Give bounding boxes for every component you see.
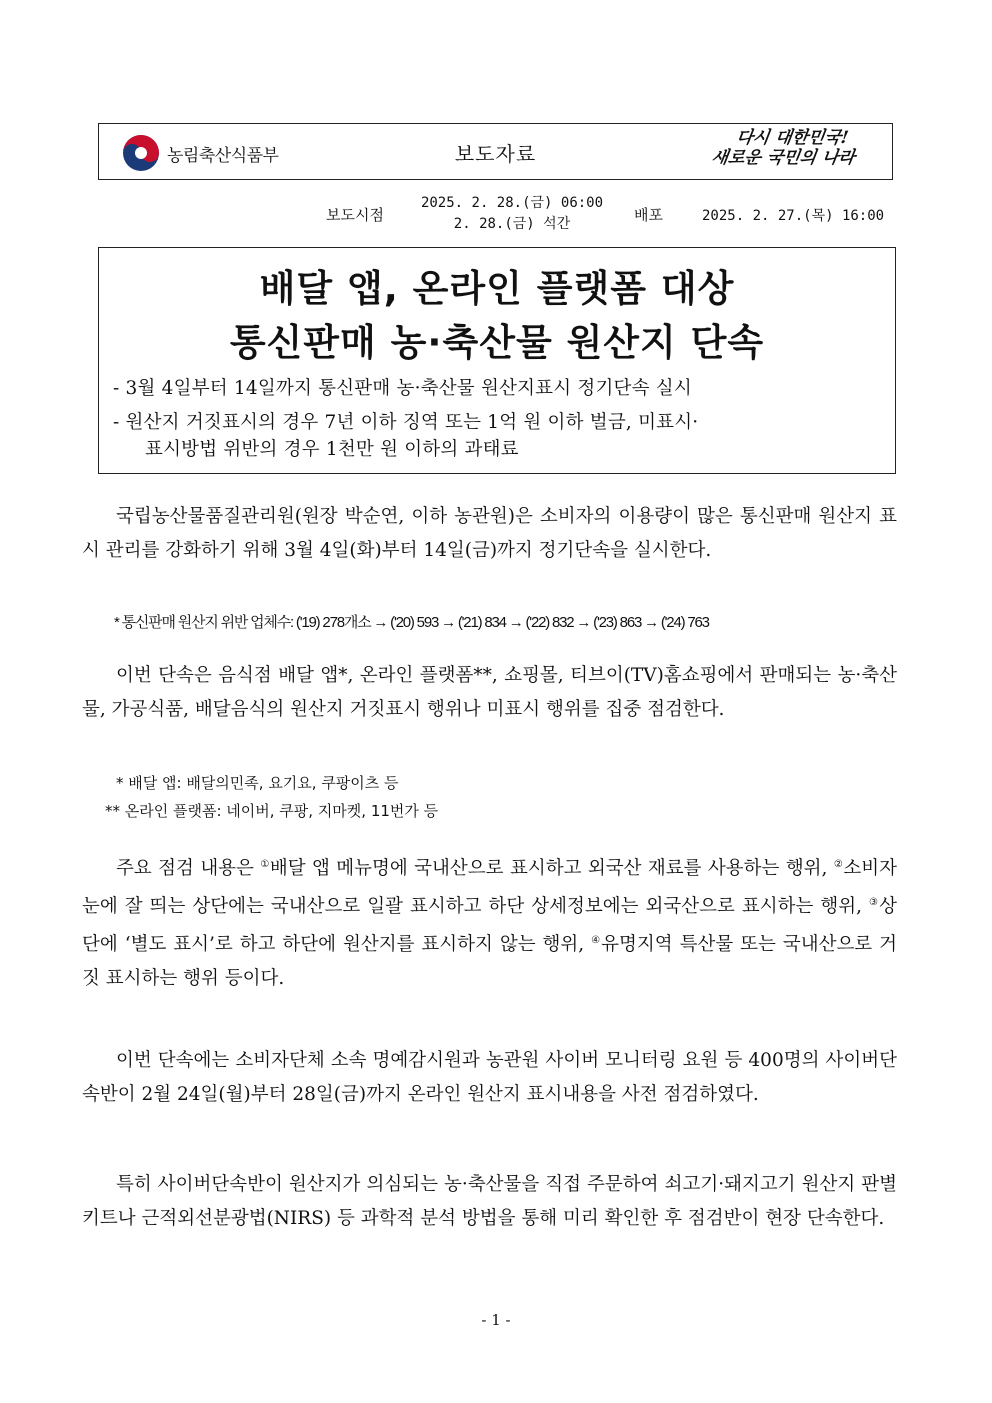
subheading-2: - 원산지 거짓표시의 경우 7년 이하 징역 또는 1억 원 이하 벌금, 미표시· <box>113 412 699 433</box>
paragraph-3-item-4: 유명지역 특산물 또는 국내산으로 거짓 표시하는 행위 등이다. <box>82 934 898 989</box>
marker-3: ③ <box>869 897 880 908</box>
footnote-delivery-apps: * 배달 앱: 배달의민족, 요기요, 쿠팡이츠 등 <box>116 774 399 792</box>
headline-line-1: 배달 앱, 온라인 플랫폼 대상 <box>259 267 735 310</box>
marker-4: ④ <box>591 935 602 946</box>
release-time <box>412 193 612 235</box>
headline-line-2: 통신판매 농·축산물 원산지 단속 <box>229 321 765 364</box>
distribution-time: 2025. 2. 27.(목) 16:00 <box>702 208 885 224</box>
marker-1: ① <box>260 859 270 870</box>
footnote-violation-stats: * 통신판매 원산지 위반 업체수: ('19) 278개소 → ('20) 593 → ('21) 834 → ('22) 832 → ('23) 863 → ('24) 763 <box>114 614 709 631</box>
release-label: 보도시점 <box>326 206 384 224</box>
ministry-name: 농림축산식품부 <box>167 145 279 166</box>
paragraph-3-item-2: 소비자 눈에 잘 띄는 상단에는 국내산으로 일괄 표시하고 하단 상세정보에는 외국산으로 표시하는 행위, <box>82 858 897 917</box>
subheading-1: - 3월 4일부터 14일까지 통신판매 농·축산물 원산지표시 정기단속 실시 <box>113 378 692 399</box>
distribution-label: 배포 <box>634 206 663 224</box>
paragraph-5 <box>82 1168 897 1236</box>
paragraph-1-text: 국립농산물품질관리원(원장 박순연, 이하 농관원)은 소비자의 이용량이 많은 통신판매 원산지 표시 관리를 강화하기 위해 3월 4일(화)부터 14일(금)까지 정기단속을 실시한다. <box>82 506 897 561</box>
paragraph-3-intro: 주요 점검 내용은 <box>116 858 261 879</box>
letterhead <box>98 123 893 180</box>
paragraph-4-text: 이번 단속에는 소비자단체 소속 명예감시원과 농관원 사이버 모니터링 요원 등 400명의 사이버단속반이 2월 24일(월)부터 28일(금)까지 온라인 원산지 표시내용을 사전 점검하였다. <box>82 1050 897 1105</box>
marker-2: ② <box>833 859 844 870</box>
paragraph-4 <box>82 1044 897 1112</box>
release-time-line-2: 2. 28.(금) 석간 <box>453 216 571 232</box>
paragraph-2 <box>82 659 897 727</box>
slogan <box>709 128 859 168</box>
paragraph-2-text: 이번 단속은 음식점 배달 앱*, 온라인 플랫폼**, 쇼핑몰, 티브이(TV)홈쇼핑에서 판매되는 농·축산물, 가공식품, 배달음식의 원산지 거짓표시 행위나 미표시 행위를 집중 점검한다. <box>82 665 897 720</box>
paragraph-3 <box>82 848 897 996</box>
subheading-2-continued: 표시방법 위반의 경우 1천만 원 이하의 과태료 <box>145 439 519 460</box>
paragraph-3-item-1: 배달 앱 메뉴명에 국내산으로 표시하고 외국산 재료를 사용하는 행위, <box>269 858 834 879</box>
slogan-line-2: 새로운 국민의 나라 <box>709 148 856 168</box>
slogan-line-1: 다시 대한민국! <box>734 128 850 148</box>
footnote-online-platforms: ** 온라인 플랫폼: 네이버, 쿠팡, 지마켓, 11번가 등 <box>105 802 439 820</box>
press-release-label: 보도자료 <box>454 142 537 166</box>
paragraph-1 <box>82 500 897 568</box>
paragraph-3-item-3: 상단에 ‘별도 표시’로 하고 하단에 원산지를 표시하지 않는 행위, <box>82 896 898 955</box>
page-number: - 1 - <box>481 1311 511 1329</box>
title-box <box>98 247 896 474</box>
paragraph-5-text: 특히 사이버단속반이 원산지가 의심되는 농·축산물을 직접 주문하여 쇠고기·돼지고기 원산지 판별 키트나 근적외선분광법(NIRS) 등 과학적 분석 방법을 통해 미리 확인한 후 점검반이 현장 단속한다. <box>82 1174 897 1229</box>
release-time-line-1: 2025. 2. 28.(금) 06:00 <box>420 195 604 211</box>
